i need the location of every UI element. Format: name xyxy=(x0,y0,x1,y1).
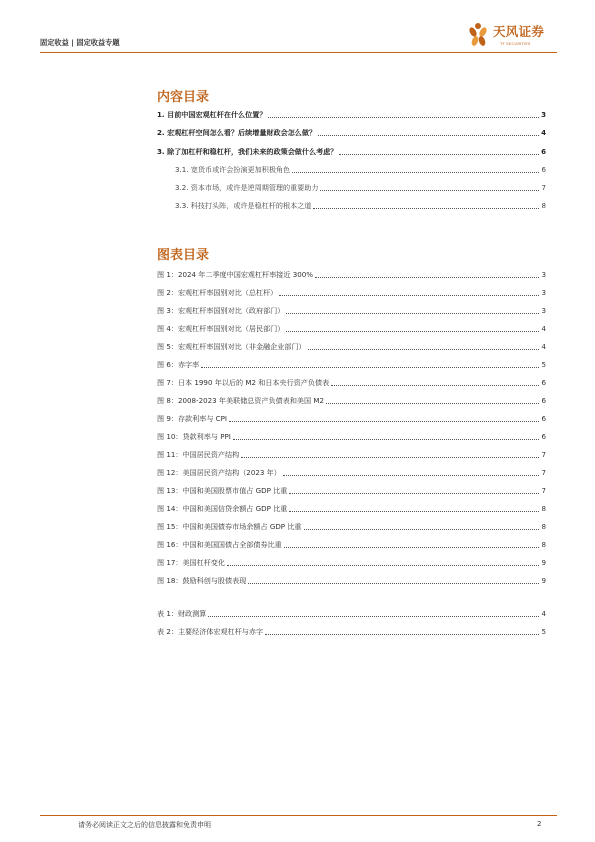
toc-item-label: 1. 目前中国宏观杠杆在什么位置？ xyxy=(157,110,267,119)
leader-dots xyxy=(227,565,539,566)
toc-item-label: 3.2. 资本市场，或许是逆周期管理的重要助力 xyxy=(175,183,319,192)
toc-subitem[interactable] xyxy=(175,183,546,193)
toc-item-page: 3 xyxy=(541,110,546,119)
toc-subitem[interactable] xyxy=(175,201,546,211)
figure-label: 图 17：美国杠杆变化 xyxy=(157,558,226,567)
toc-item-label: 3.3. 科技打头阵，或许是稳杠杆的根本之道 xyxy=(175,201,312,210)
toc-item-page: 8 xyxy=(541,201,546,210)
figure-page: 8 xyxy=(541,540,546,549)
leader-dots xyxy=(326,403,540,404)
figure-label: 图 9：存款利率与 CPI xyxy=(157,414,228,423)
leader-dots xyxy=(320,190,539,191)
leader-dots xyxy=(279,295,539,296)
figure-entry[interactable] xyxy=(157,450,546,460)
footer-divider xyxy=(40,815,557,816)
figure-label: 图 11：中国居民资产结构 xyxy=(157,450,240,459)
figure-page: 9 xyxy=(541,576,546,585)
figure-page: 7 xyxy=(541,468,546,477)
figure-page: 4 xyxy=(541,342,546,351)
table-entry[interactable] xyxy=(157,609,546,619)
leader-dots xyxy=(304,529,540,530)
figure-page: 3 xyxy=(541,270,546,279)
toc-item-label: 3.1. 宽货币或许会扮演更加积极角色 xyxy=(175,165,291,174)
page-number: 2 xyxy=(537,820,542,828)
figure-label: 图 13：中国和美国股票市值占 GDP 比重 xyxy=(157,486,288,495)
leader-dots xyxy=(331,385,539,386)
leader-dots xyxy=(289,511,539,512)
figures-title: 图表目录 xyxy=(157,248,210,263)
figure-label: 图 4：宏观杠杆率国别对比（居民部门） xyxy=(157,324,285,333)
figure-label: 图 5：宏观杠杆率国别对比（非金融企业部门） xyxy=(157,342,306,351)
leader-dots xyxy=(229,421,539,422)
toc-item[interactable] xyxy=(157,147,546,157)
leader-dots xyxy=(292,172,539,173)
figure-label: 图 10：贷款利率与 PPI xyxy=(157,432,231,441)
figure-page: 9 xyxy=(541,558,546,567)
figure-label: 图 15：中国和美国债券市场余额占 GDP 比重 xyxy=(157,522,302,531)
table-page: 5 xyxy=(541,627,546,636)
figure-label: 图 7：日本 1990 年以后的 M2 和日本央行资产负债表 xyxy=(157,378,330,387)
leader-dots xyxy=(265,634,539,635)
figure-entry[interactable] xyxy=(157,522,546,532)
figure-entry[interactable] xyxy=(157,540,546,550)
figure-page: 7 xyxy=(541,450,546,459)
leader-dots xyxy=(286,331,539,332)
figure-page: 8 xyxy=(541,522,546,531)
figure-page: 6 xyxy=(541,378,546,387)
figure-entry[interactable] xyxy=(157,468,546,478)
leader-dots xyxy=(339,154,539,155)
figure-label: 图 12：美国居民资产结构（2023 年） xyxy=(157,468,281,477)
table-page: 4 xyxy=(541,609,546,618)
leader-dots xyxy=(241,457,539,458)
leader-dots xyxy=(201,367,539,368)
table-label: 表 1：财政测算 xyxy=(157,609,207,618)
figure-entry[interactable] xyxy=(157,576,546,586)
toc-item-label: 2. 宏观杠杆空间怎么看？后续增量财政会怎么做？ xyxy=(157,128,317,137)
figure-page: 8 xyxy=(541,504,546,513)
toc-item[interactable] xyxy=(157,110,546,120)
leader-dots xyxy=(315,277,539,278)
leader-dots xyxy=(289,493,539,494)
leader-dots xyxy=(313,208,539,209)
toc-item-label: 3. 除了加杠杆和稳杠杆，我们未来的政策会做什么考虑？ xyxy=(157,147,338,156)
leader-dots xyxy=(248,583,539,584)
leader-dots xyxy=(318,135,539,136)
figure-page: 3 xyxy=(541,288,546,297)
figure-entry[interactable] xyxy=(157,324,546,334)
breadcrumb: 固定收益 | 固定收益专题 xyxy=(40,38,120,47)
figure-entry[interactable] xyxy=(157,378,546,388)
header-divider xyxy=(40,52,557,53)
leader-dots xyxy=(286,313,539,314)
figure-page: 6 xyxy=(541,396,546,405)
figure-page: 6 xyxy=(541,414,546,423)
figure-entry[interactable] xyxy=(157,306,546,316)
leader-dots xyxy=(283,475,540,476)
leader-dots xyxy=(308,349,540,350)
figure-label: 图 2：宏观杠杆率国别对比（总杠杆） xyxy=(157,288,278,297)
figure-label: 图 8：2008-2023 年美联储总资产负债表和美国 M2 xyxy=(157,396,324,405)
leader-dots xyxy=(208,616,539,617)
contents-title: 内容目录 xyxy=(157,90,210,105)
figure-page: 6 xyxy=(541,432,546,441)
brand-name-en: TF SECURITIES xyxy=(500,41,531,46)
leader-dots xyxy=(268,117,539,118)
toc-item[interactable] xyxy=(157,128,546,138)
leader-dots xyxy=(233,439,540,440)
figure-page: 3 xyxy=(541,306,546,315)
toc-subitem[interactable] xyxy=(175,165,546,175)
figure-label: 图 1：2024 年二季度中国宏观杠杆率接近 300% xyxy=(157,270,314,279)
figure-label: 图 16：中国和美国国债占全部债券比重 xyxy=(157,540,282,549)
figure-entry[interactable] xyxy=(157,288,546,298)
figure-label: 图 6：赤字率 xyxy=(157,360,200,369)
figure-label: 图 18：鼓励科创与股债表现 xyxy=(157,576,247,585)
figure-entry[interactable] xyxy=(157,432,546,442)
toc-item-page: 6 xyxy=(541,147,546,156)
figure-label: 图 14：中国和美国信贷余额占 GDP 比重 xyxy=(157,504,288,513)
toc-item-page: 7 xyxy=(541,183,546,192)
figure-entry[interactable] xyxy=(157,414,546,424)
figure-entry[interactable] xyxy=(157,504,546,514)
figure-label: 图 3：宏观杠杆率国别对比（政府部门） xyxy=(157,306,285,315)
brand-name: 天风证券 xyxy=(493,24,545,39)
figure-page: 4 xyxy=(541,324,546,333)
figure-page: 7 xyxy=(541,486,546,495)
figure-entry[interactable] xyxy=(157,342,546,352)
figure-entry[interactable] xyxy=(157,270,546,280)
toc-item-page: 6 xyxy=(541,165,546,174)
leader-dots xyxy=(284,547,540,548)
figure-entry[interactable] xyxy=(157,558,546,568)
figure-entry[interactable] xyxy=(157,360,546,370)
figure-entry[interactable] xyxy=(157,486,546,496)
table-label: 表 2：主要经济体宏观杠杆与赤字 xyxy=(157,627,264,636)
figure-page: 5 xyxy=(541,360,546,369)
table-entry[interactable] xyxy=(157,627,546,637)
figure-entry[interactable] xyxy=(157,396,546,406)
footer-disclaimer: 请务必阅读正文之后的信息披露和免责申明 xyxy=(78,821,211,829)
toc-item-page: 4 xyxy=(541,128,546,137)
